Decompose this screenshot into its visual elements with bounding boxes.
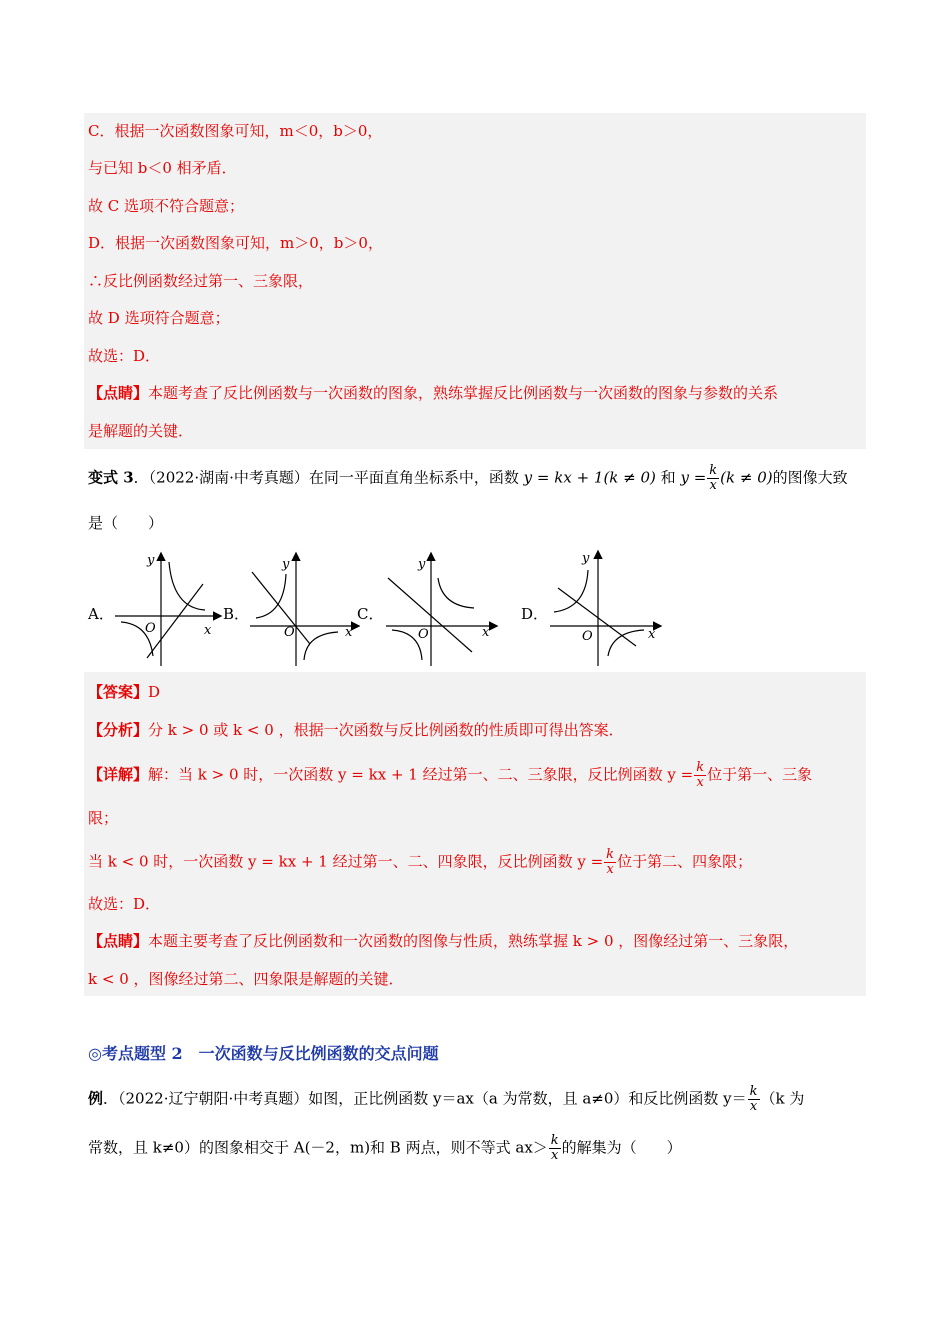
d-line-3: 故 D 选项符合题意； (88, 309, 230, 327)
dianjing-line-1 (88, 382, 778, 404)
func-2-suffix: (k ≠ 0) (720, 468, 773, 487)
c-line-3: 故 C 选项不符合题意； (88, 197, 245, 215)
example-line-2 (88, 1134, 682, 1163)
answer-tag: 【答案】 (88, 683, 149, 701)
frac-num: k (696, 760, 705, 775)
option-c-label: C． (357, 605, 384, 623)
func-1: y = kx + 1(k ≠ 0) (523, 468, 656, 487)
fraction-k-over-x (694, 761, 706, 790)
option-d-label: D． (521, 605, 549, 623)
graph-b (240, 548, 360, 670)
example-text-1b: （k 为 (760, 1089, 805, 1108)
y-axis-label: y (147, 553, 155, 568)
x-axis-label: x (345, 625, 353, 640)
frac-num: k (749, 1084, 758, 1099)
xiangjie-text-1b: 位于第一、三象 (707, 765, 813, 784)
origin-label: O (145, 621, 156, 636)
example-text-2a: 常数，且 k≠0）的图象相交于 A(－2，m)和 B 两点，则不等式 ax＞ (88, 1138, 548, 1157)
y-axis-label: y (418, 557, 426, 572)
y-axis-label: y (282, 557, 290, 572)
answer-line (88, 681, 160, 703)
frac-num: k (606, 847, 615, 862)
dianjing-tag-2: 【点睛】 (88, 932, 149, 950)
xiangjie-text-3: 当 k < 0 时，一次函数 y = kx + 1 经过第一、二、四象限，反比例函数 y = (88, 852, 604, 871)
frac-den: x (749, 1099, 758, 1114)
dianjing-text-1a: 本题考查了反比例函数与一次函数的图象，熟练掌握反比例函数与一次函数的图象与参数的关系 (148, 384, 779, 402)
frac-den: x (606, 862, 614, 877)
option-a-label: A． (88, 605, 114, 623)
d-line-1: D．根据一次函数图象可知，m＞0，b＞0， (88, 234, 383, 252)
choose-line-1: 故选：D． (88, 347, 161, 365)
and-text: 和 (660, 468, 676, 487)
frac-num: k (550, 1133, 559, 1148)
y-axis-label: y (582, 551, 590, 566)
dianjing-line-3 (88, 930, 798, 952)
question-label: 变式 3 (88, 468, 134, 487)
xiangjie-tag: 【详解】 (88, 765, 149, 784)
graph-c (376, 548, 498, 670)
fenxi-text: 分 k > 0 或 k < 0 ，根据一次函数与反比例函数的性质即可得出答案． (148, 721, 624, 739)
question-source: ．（2022·湖南·中考真题）在同一平面直角坐标系中，函数 (133, 468, 519, 487)
frac-num: k (709, 463, 718, 478)
fraction-k-over-x (549, 1134, 561, 1163)
graph-a (105, 548, 225, 670)
answer-value: D (148, 683, 161, 701)
origin-label: O (582, 629, 593, 644)
section-heading: ◎考点题型 2 一次函数与反比例函数的交点问题 (88, 1044, 439, 1063)
fraction-k-over-x (707, 464, 719, 493)
xiangjie-line-2: 限； (88, 809, 119, 827)
xiangjie-line-1 (88, 761, 812, 790)
example-text-2b: 的解集为（ ） (561, 1138, 682, 1157)
question-3-line-1 (88, 464, 848, 493)
frac-den: x (551, 1148, 559, 1163)
example-line-1 (88, 1085, 804, 1114)
dianjing-line-4: k < 0 ，图像经过第二、四象限是解题的关键． (88, 970, 404, 988)
question-tail: 的图像大致 (772, 468, 848, 487)
func-2-prefix: y = (680, 468, 707, 487)
fenxi-tag: 【分析】 (88, 721, 149, 739)
xiangjie-text-3b: 位于第二、四象限； (617, 852, 753, 871)
frac-den: x (696, 775, 704, 790)
x-axis-label: x (204, 623, 212, 638)
fraction-k-over-x (604, 848, 616, 877)
hyperbola-lower (304, 632, 338, 660)
option-b-label: B． (223, 605, 250, 623)
c-line-2: 与已知 b＜0 相矛盾． (88, 159, 237, 177)
origin-label: O (284, 625, 295, 640)
hyperbola-upper (554, 570, 588, 612)
frac-den: x (709, 478, 717, 493)
x-axis-label: x (648, 627, 656, 642)
fraction-k-over-x (748, 1085, 760, 1114)
example-label: 例 (88, 1089, 104, 1108)
fenxi-line (88, 719, 624, 741)
dianjing-tag-1: 【点睛】 (88, 384, 149, 402)
example-text-1a: ．（2022·辽宁朝阳·中考真题）如图，正比例函数 y＝ax（a 为常数，且 a≠0）和反比例函数 y＝ (103, 1089, 747, 1108)
hyperbola-lower (608, 630, 644, 656)
d-line-2: ∴反比例函数经过第一、三象限， (88, 272, 314, 290)
choose-line-2: 故选：D． (88, 895, 161, 913)
x-axis-label: x (482, 625, 490, 640)
linear-line (558, 588, 636, 646)
dianjing-text-2a: 本题主要考查了反比例函数和一次函数的图像与性质，熟练掌握 k > 0 ，图像经过第一、三象限， (148, 932, 799, 950)
graph-d (540, 546, 664, 670)
hyperbola-upper (169, 562, 205, 610)
dianjing-line-2: 是解题的关键． (88, 422, 194, 440)
question-3-line-2: 是（ ） (88, 514, 164, 532)
c-line-1: C．根据一次函数图象可知，m＜0，b＞0， (88, 122, 383, 140)
linear-line (388, 578, 472, 652)
xiangjie-text-1: 解：当 k > 0 时，一次函数 y = kx + 1 经过第一、二、三象限，反比例函数 y = (148, 765, 694, 784)
hyperbola-upper (438, 578, 474, 608)
xiangjie-line-3 (88, 848, 752, 877)
linear-line (252, 572, 310, 644)
origin-label: O (418, 627, 429, 642)
